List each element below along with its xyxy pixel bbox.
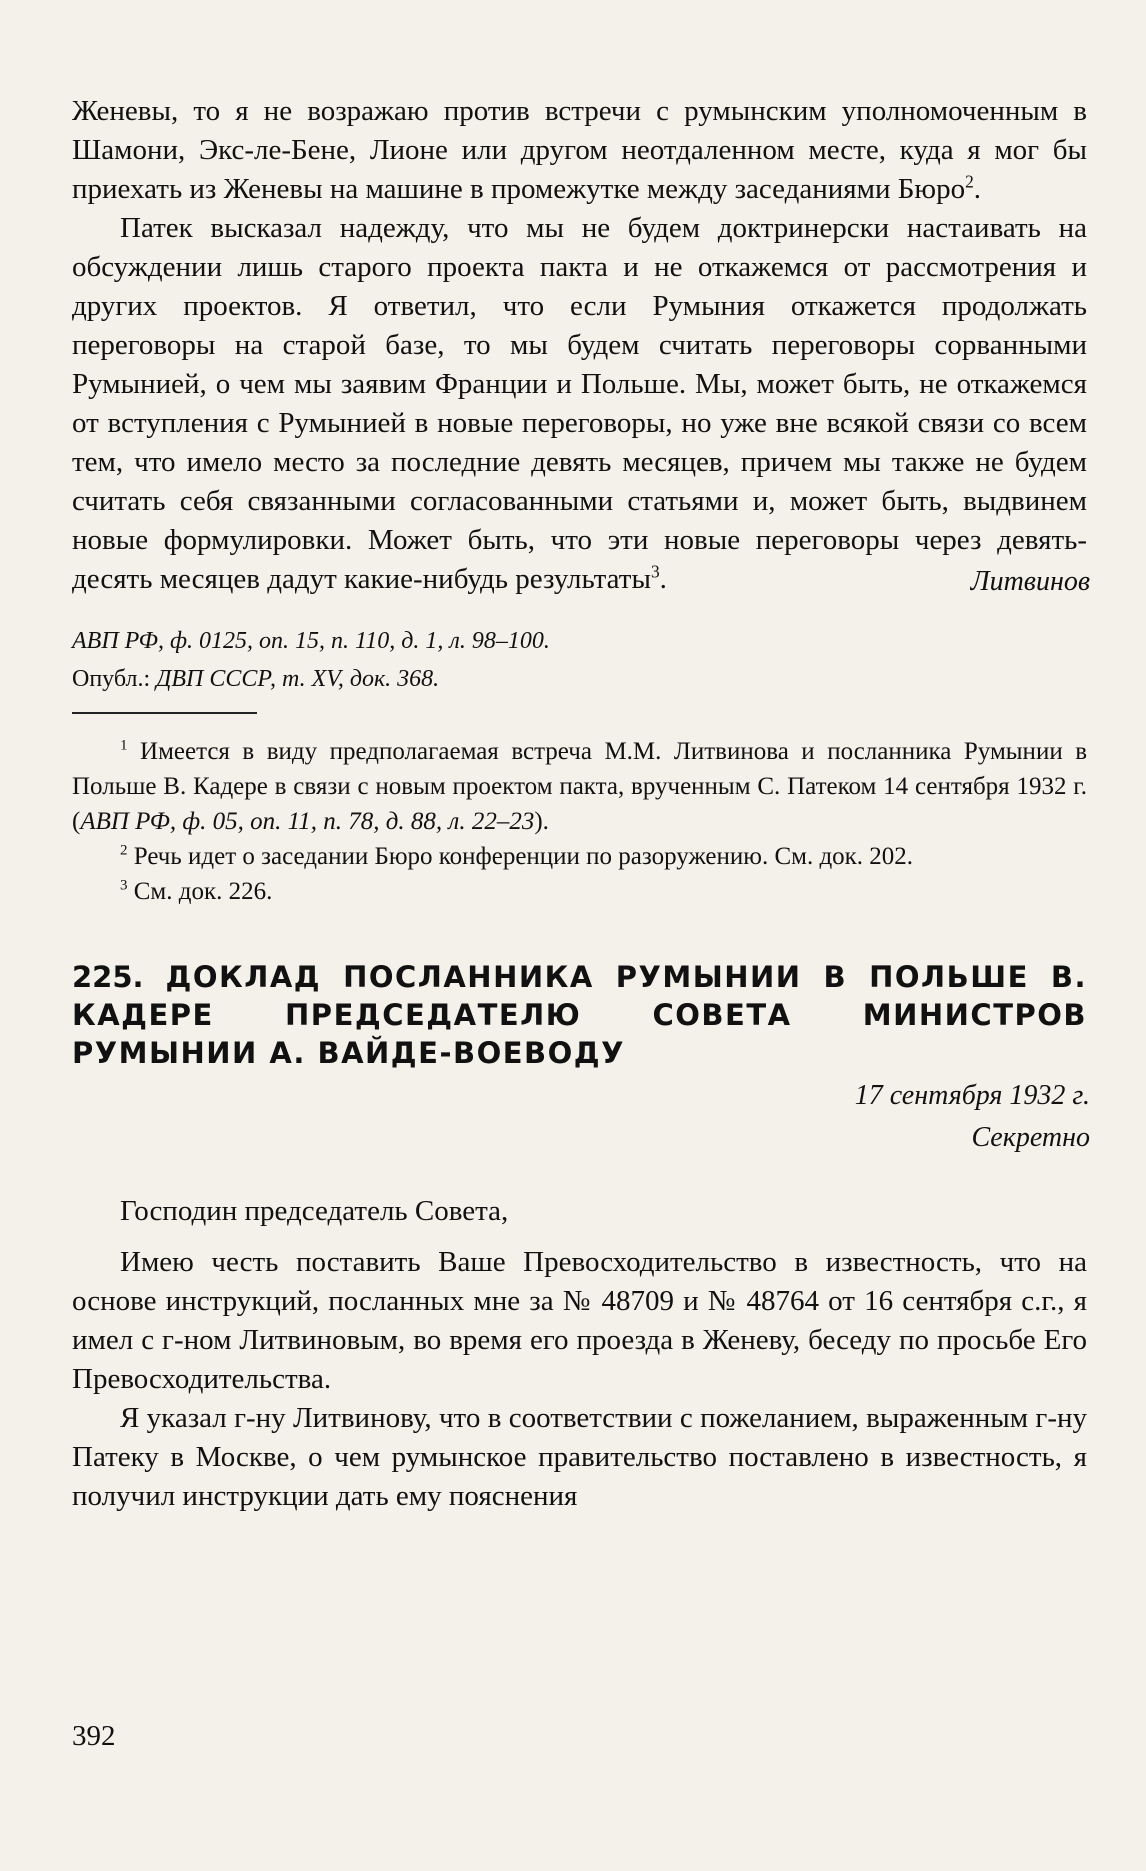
footnote-divider (72, 712, 257, 714)
main-text-block (72, 92, 1087, 599)
footnote-1: $^1$ Имеется в виду предполагаемая встреча М.М. Литвинова и посланника Румынии в Польше В. Кадере в связи с новым проектом пакта, врученным С. Патеком 14 сентября 1932 г. (АВП РФ, ф. 05, оп. 11, п. 78, д. 88, л. 22–23). (72, 737, 1088, 835)
footnote-ref-3[interactable]: 3 (650, 561, 660, 582)
document-heading (72, 958, 1087, 1072)
document-date: 17 сентября 1932 г. (854, 1080, 1090, 1111)
publication-source: Опубл.: ДВП СССР, т. XV, док. 368. (72, 666, 440, 692)
document-number: 225. (72, 960, 144, 994)
page-number: 392 (72, 1720, 116, 1752)
footnote-ref-2[interactable]: 2 (965, 171, 974, 192)
archive-source: АВП РФ, ф. 0125, оп. 15, п. 110, д. 1, л. 98–100. (72, 628, 550, 654)
report-paragraph-1: Имею честь поставить Ваше Превосходительство в известность, что на основе инструкций, посланных мне за № 48709 и № 48764 от 16 сентября с.г., я имел с г-ном Литвиновым, во время его проезда в Женеву, беседу по просьбе Его Превосходительства. (72, 1246, 1087, 1395)
classification-mark: Секретно (971, 1122, 1090, 1153)
footnotes (72, 734, 1087, 909)
footnote-3: $^3$ См. док. 226. (120, 877, 273, 905)
paragraph-patek: Патек высказал надежду, что мы не будем доктринерски настаивать на обсуждении лишь старого проекта пакта и не откажемся от рассмотрения и других проектов. Я ответил, что если Румыния откажется продолжать переговоры на старой базе, то мы будем считать переговоры сорванными Румынией, о чем мы заявим Франции и Польше. Мы, может быть, не откажемся от вступления с Румынией в новые переговоры, но уже вне всякой связи со всем тем, что имело место за последние девять месяцев, причем мы также не будем считать себя связанными согласованными статьями и, может быть, выдвинем новые формулировки. Может быть, что эти новые переговоры через девять-десять месяцев дадут какие-нибудь результаты$^3$. (72, 212, 1087, 595)
footnote-2: $^2$ Речь идет о заседании Бюро конференции по разоружению. См. док. 202. (120, 842, 914, 870)
document-title: ДОКЛАД ПОСЛАННИКА РУМЫНИИ В ПОЛЬШЕ В. КАДЕРЕ ПРЕДСЕДАТЕЛЮ СОВЕТА МИНИСТРОВ РУМЫНИИ А. ВАЙДЕ-ВОЕВОДУ (72, 960, 1087, 1070)
paragraph-continuation: Женевы, то я не возражаю против встречи с румынским уполномоченным в Шамони, Экс-ле-Бене, Лионе или другом неотдаленном месте, куда я мог бы приехать из Женевы на машине в промежутке между заседаниями Бюро$^2$. (72, 95, 1087, 205)
report-paragraph-2: Я указал г-ну Литвинову, что в соответствии с пожеланием, выраженным г-ну Патеку в Москве, о чем румынское правительство поставлено в известность, я получил инструкции дать ему пояснения (72, 1402, 1087, 1512)
salutation: Господин председатель Совета, (120, 1195, 509, 1227)
signature: Литвинов (970, 566, 1090, 597)
report-text (72, 1192, 1087, 1516)
